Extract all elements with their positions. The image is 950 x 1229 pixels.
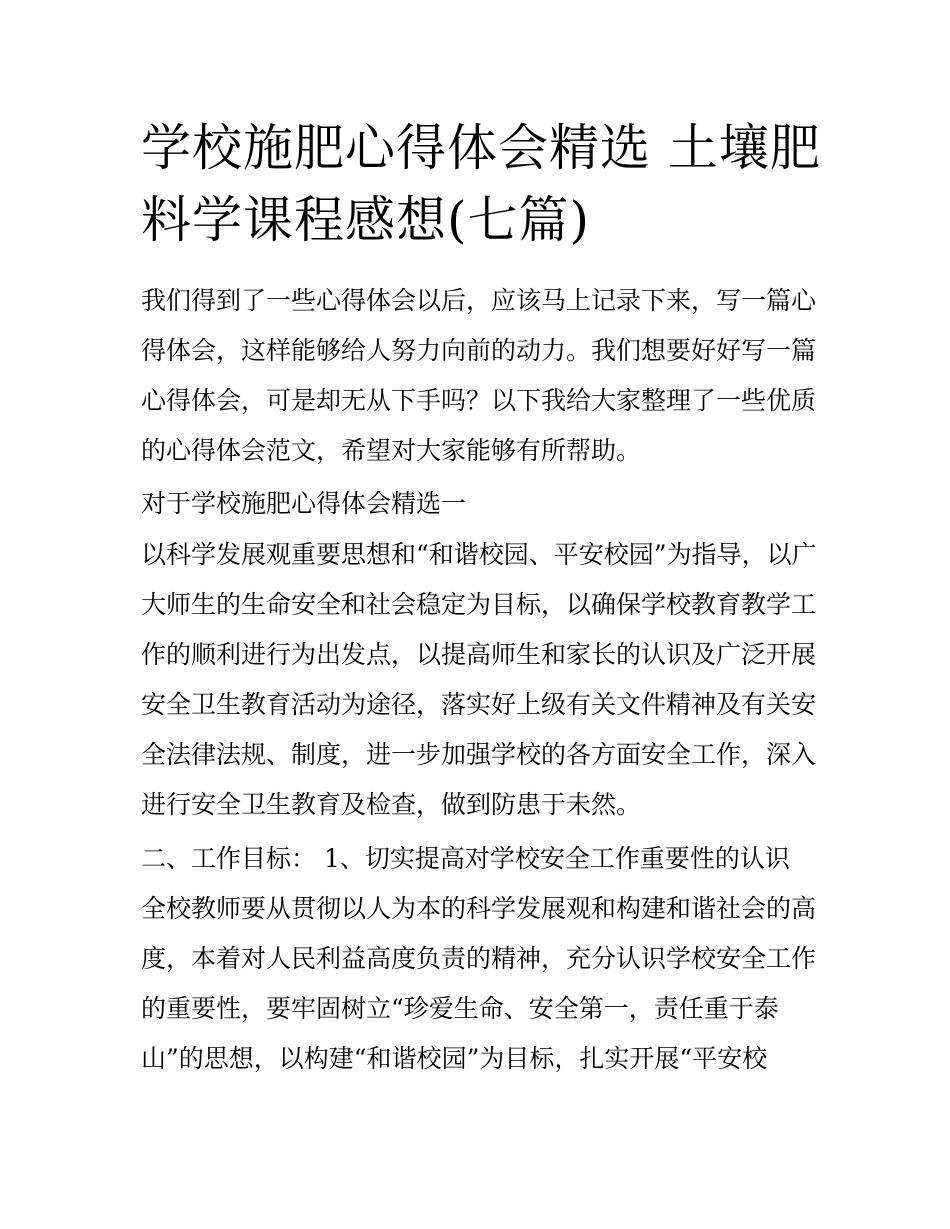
paragraph-line: 全校教师要从贯彻以人为本的科学发展观和构建和谐社会的高 (141, 894, 817, 923)
paragraph-line: 度，本着对人民利益高度负责的精神，充分认识学校安全工作 (141, 944, 817, 973)
paragraph-line: 我们得到了一些心得体会以后，应该马上记录下来，写一篇心 (141, 286, 817, 315)
paragraph-line: 山”的思想，以构建“和谐校园”为目标，扎实开展“平安校 (141, 1044, 768, 1073)
goal-heading-text: 二、工作目标： 1、切实提高对学校安全工作重要性的认识 (141, 844, 790, 873)
paragraph-line: 的心得体会范文，希望对大家能够有所帮助。 (141, 436, 642, 465)
paragraph-line: 作的顺利进行为出发点，以提高师生和家长的认识及广泛开展 (141, 640, 817, 669)
paragraph-line: 大师生的生命安全和社会稳定为目标，以确保学校教育教学工 (141, 590, 817, 619)
goal-paragraph (141, 884, 831, 1084)
paragraph-line: 以科学发展观重要思想和“和谐校园、平安校园”为指导，以广 (141, 540, 817, 569)
paragraph-line: 进行安全卫生教育及检查，做到防患于未然。 (141, 790, 642, 819)
paragraph-line: 的重要性，要牢固树立“珍爱生命、安全第一，责任重于泰 (141, 994, 779, 1023)
section-paragraph (141, 530, 831, 830)
title-line: 料学课程感想(七篇) (141, 191, 591, 249)
paragraph-line: 得体会，这样能够给人努力向前的动力。我们想要好好写一篇 (141, 336, 817, 365)
intro-paragraph (141, 276, 831, 476)
paragraph-line: 全法律法规、制度，进一步加强学校的各方面安全工作，深入 (141, 740, 817, 769)
section-heading (141, 479, 831, 529)
paragraph-line: 安全卫生教育活动为途径，落实好上级有关文件精神及有关安 (141, 690, 817, 719)
title-line: 学校施肥心得体会精选 土壤肥 (141, 119, 821, 177)
document-title (141, 112, 821, 256)
section-heading-text: 对于学校施肥心得体会精选一 (141, 489, 467, 518)
goal-heading (141, 834, 831, 884)
paragraph-line: 心得体会，可是却无从下手吗？以下我给大家整理了一些优质 (141, 386, 817, 415)
